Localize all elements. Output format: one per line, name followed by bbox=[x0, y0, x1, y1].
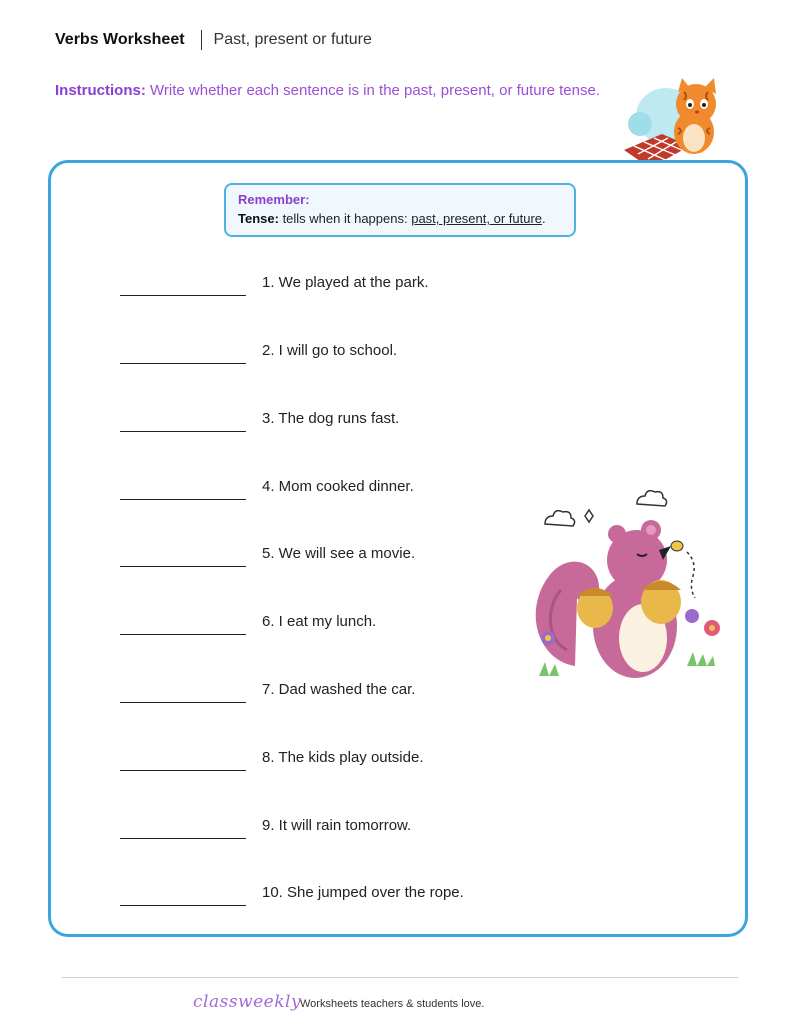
remember-definition-prefix: tells when it happens: bbox=[282, 211, 408, 226]
remember-title: Remember: bbox=[238, 192, 310, 207]
question-text: 1. We played at the park. bbox=[262, 274, 429, 291]
question-text: 6. I eat my lunch. bbox=[262, 613, 377, 630]
question-row bbox=[120, 811, 620, 841]
question-row bbox=[120, 268, 620, 298]
question-text: 8. The kids play outside. bbox=[262, 749, 424, 766]
answer-blank[interactable] bbox=[120, 295, 246, 296]
question-text: 2. I will go to school. bbox=[262, 342, 398, 359]
answer-blank[interactable] bbox=[120, 499, 246, 500]
answer-blank[interactable] bbox=[120, 838, 246, 839]
question-row bbox=[120, 743, 620, 773]
remember-box bbox=[224, 183, 576, 237]
question-text: 10. She jumped over the rope. bbox=[262, 884, 464, 901]
question-row bbox=[120, 878, 620, 908]
instructions-label: Instructions: bbox=[55, 82, 146, 99]
title-divider bbox=[201, 30, 202, 50]
answer-blank[interactable] bbox=[120, 566, 246, 567]
answer-blank[interactable] bbox=[120, 363, 246, 364]
answer-blank[interactable] bbox=[120, 431, 246, 432]
answer-blank[interactable] bbox=[120, 702, 246, 703]
brand-logo: classweekly bbox=[193, 992, 302, 1012]
squirrel-acorns-icon bbox=[527, 490, 727, 690]
page-title: Verbs Worksheet bbox=[55, 31, 185, 48]
worksheet-header bbox=[55, 30, 372, 50]
question-row bbox=[120, 404, 620, 434]
cat-picnic-icon bbox=[618, 76, 730, 168]
instructions bbox=[55, 82, 600, 99]
page-subtitle: Past, present or future bbox=[213, 31, 372, 48]
instructions-text: Write whether each sentence is in the past, present, or future tense. bbox=[150, 82, 600, 99]
question-text: 3. The dog runs fast. bbox=[262, 410, 400, 427]
footer-tagline: Worksheets teachers & students love. bbox=[300, 998, 485, 1010]
question-text: 4. Mom cooked dinner. bbox=[262, 478, 414, 495]
question-text: 5. We will see a movie. bbox=[262, 545, 416, 562]
remember-term: Tense: bbox=[238, 211, 279, 226]
answer-blank[interactable] bbox=[120, 634, 246, 635]
question-text: 7. Dad washed the car. bbox=[262, 681, 416, 698]
footer-divider bbox=[62, 977, 738, 978]
remember-definition-suffix: . bbox=[542, 211, 546, 226]
question-text: 9. It will rain tomorrow. bbox=[262, 817, 412, 834]
answer-blank[interactable] bbox=[120, 905, 246, 906]
question-row bbox=[120, 336, 620, 366]
remember-definition bbox=[238, 211, 562, 226]
remember-definition-options: past, present, or future bbox=[411, 211, 543, 226]
answer-blank[interactable] bbox=[120, 770, 246, 771]
